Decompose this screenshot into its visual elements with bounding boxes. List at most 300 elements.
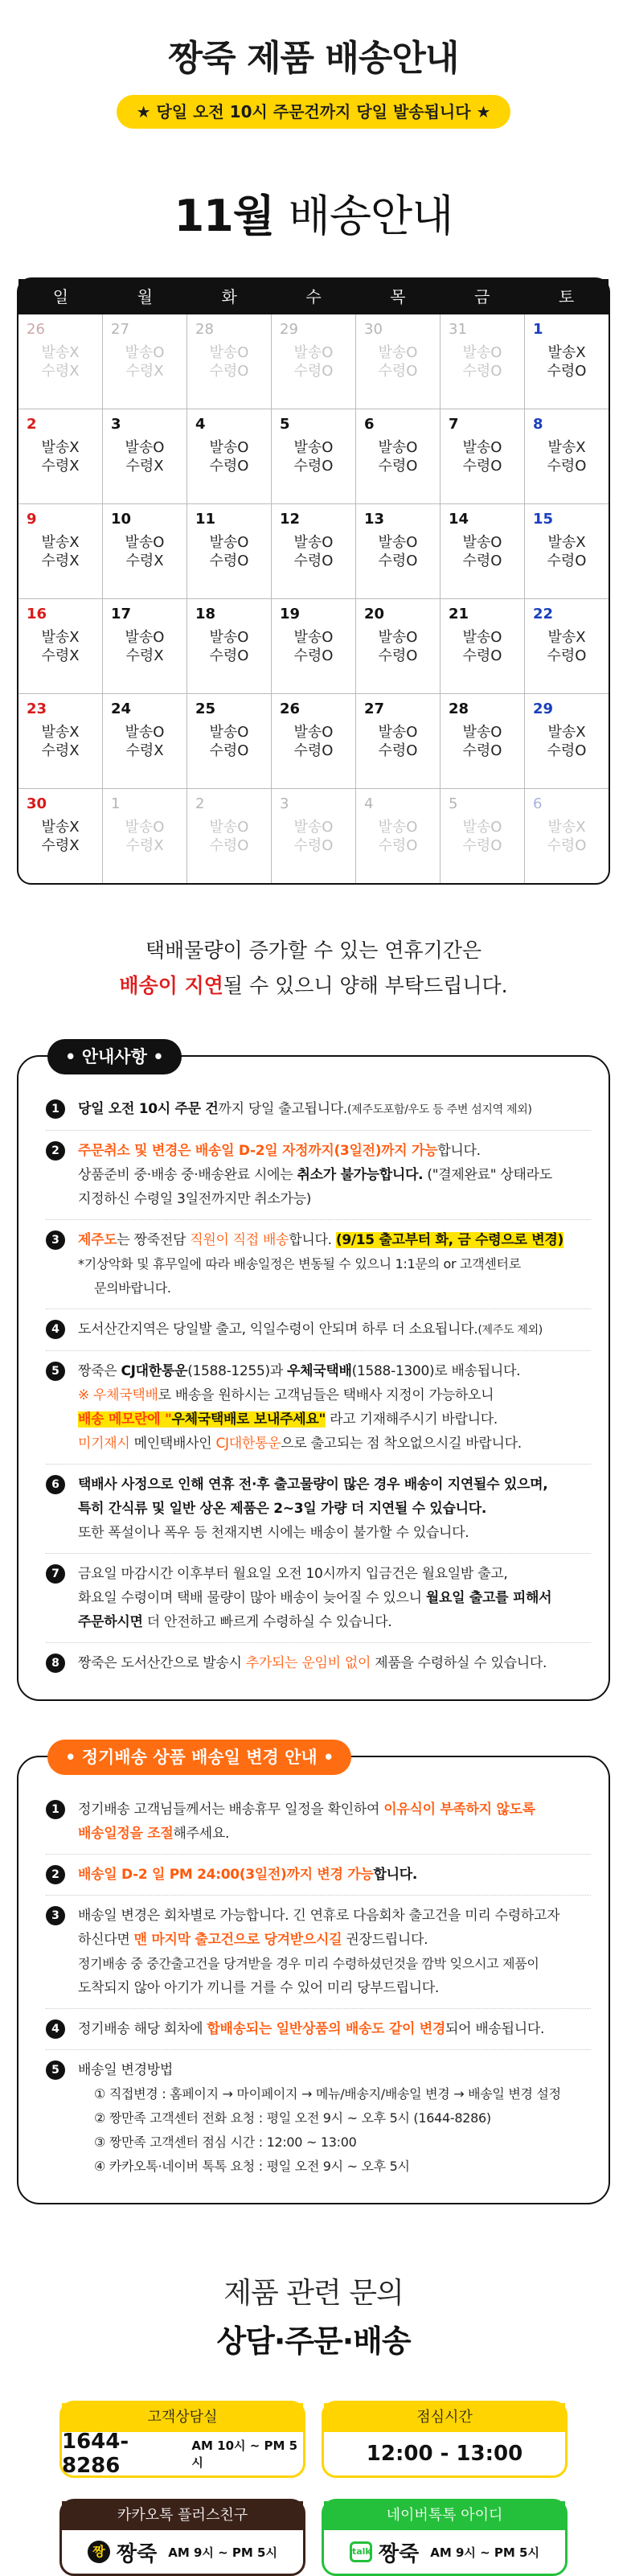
i5-line-1: [78, 1359, 591, 1383]
kakao-channel-name: 짱죽: [116, 2541, 158, 2566]
kakao-hours: AM 9시 ~ PM 5시: [168, 2545, 277, 2560]
calendar-receive-status: 수령X: [125, 742, 164, 759]
calendar-ship-status: 발송O: [125, 724, 165, 741]
calendar-day-number: 21: [449, 606, 469, 622]
same-day-shipping-banner: ★ 당일 오전 10시 주문건까지 당일 발송됩니다 ★: [117, 95, 510, 129]
r2-b: 합니다.: [373, 1867, 417, 1883]
number-badge-4: 4: [46, 1320, 65, 1339]
calendar-day-number: 8: [533, 416, 543, 433]
calendar-ship-status: 발송X: [547, 534, 586, 551]
calendar-receive-status: 수령O: [209, 458, 249, 475]
number-badge-r5: 5: [46, 2060, 65, 2080]
kakao-channel-icon: 짱: [88, 2541, 110, 2563]
r1-line-2: [78, 1822, 591, 1846]
weekday-fri: 금: [474, 287, 490, 306]
r3-l2-orange: 맨 마지막 출고건으로 당겨받으시길: [133, 1932, 342, 1948]
calendar-day-cell: [440, 599, 524, 693]
calendar-day-cell: [18, 504, 102, 598]
r3-line-4: 도착되지 않아 아기가 끼니를 거를 수 있어 미리 당부드립니다.: [78, 1980, 439, 1996]
i4-note: (제주도 제외): [477, 1324, 543, 1337]
calendar-day-number: 27: [111, 321, 129, 338]
calendar-week-row: [18, 409, 609, 503]
calendar-receive-status: 수령X: [41, 742, 80, 759]
calendar-day-number: 2: [27, 416, 37, 433]
info-item-5: [46, 1351, 591, 1465]
i5-l3c: ": [318, 1411, 326, 1428]
i3-line-3: 문의바랍니다.: [94, 1280, 171, 1296]
calendar-week-row: [18, 503, 609, 598]
calendar-ship-status: 발송X: [547, 629, 586, 646]
calendar-ship-status: 발송O: [293, 629, 334, 646]
i3-jeju: 제주도: [78, 1232, 117, 1248]
calendar-day-number: 12: [280, 511, 301, 528]
calendar-day-number: 15: [533, 511, 554, 528]
calendar-day-number: 28: [195, 321, 214, 338]
calendar-day-number: 19: [280, 606, 301, 622]
calendar-day-number: 5: [449, 795, 458, 812]
calendar-receive-status: 수령X: [41, 647, 80, 664]
calendar-week-row: [18, 598, 609, 693]
r3-line-1: 배송일 변경은 회차별로 가능합니다. 긴 연휴로 다음회차 출고건을 미리 수령하고자: [78, 1908, 560, 1924]
title-part-b: 배송안내: [325, 38, 459, 79]
calendar-ship-status: 발송O: [462, 534, 502, 551]
i8-orange: 추가되는 운임비 없이: [245, 1655, 371, 1671]
calendar-day-number: 17: [111, 606, 132, 622]
r3-line-2: [78, 1928, 591, 1952]
i2-line-1: [78, 1139, 591, 1163]
number-badge-3: 3: [46, 1230, 65, 1250]
calendar-receive-status: 수령O: [293, 553, 334, 569]
calendar-day-number: 6: [533, 795, 543, 812]
calendar-ship-status: 발송X: [547, 439, 586, 456]
calendar-day-number: 11: [195, 511, 216, 528]
calendar-day-cell: [18, 314, 102, 409]
calendar-day-number: 14: [449, 511, 469, 528]
info-item-2: [46, 1131, 591, 1220]
calendar-ship-status: 발송O: [462, 819, 502, 836]
calendar-day-cell: [186, 504, 271, 598]
notice-line-1: 택배물량이 증가할 수 있는 연휴기간은: [145, 939, 482, 962]
i8-b: 제품을 수령하실 수 있습니다.: [371, 1655, 547, 1671]
calendar-ship-status: 발송O: [378, 629, 418, 646]
r4-orange: 합배송되는 일반상품의 배송도 같이 변경: [207, 2021, 445, 2037]
info-box-label: • 안내사항 •: [47, 1039, 182, 1074]
kakao-title: 카카오톡 플러스친구: [62, 2501, 303, 2530]
info-item-4: [46, 1309, 591, 1351]
i5-cj: CJ대한통운: [121, 1363, 188, 1379]
calendar-receive-status: 수령O: [462, 742, 502, 759]
calendar-day-cell: [186, 409, 271, 503]
calendar-ship-status: 발송O: [125, 819, 165, 836]
calendar-day-number: 10: [111, 511, 132, 528]
calendar-receive-status: 수령O: [209, 363, 249, 380]
calendar-day-cell: [186, 789, 271, 883]
title-part-a: 짱죽 제품: [168, 38, 326, 79]
i2-l2a: 상품준비 중·배송 중·배송완료 시에는: [78, 1167, 297, 1183]
calendar-day-cell: [355, 409, 440, 503]
regular-item-3: [46, 1896, 591, 2009]
calendar-receive-status: 수령O: [462, 458, 502, 475]
calendar-day-cell: [102, 789, 186, 883]
i5-l4d: 으로 출고되는 점 착오없으시길 바랍니다.: [281, 1436, 522, 1452]
calendar-day-number: 28: [449, 700, 469, 717]
i2-l2b: 취소가 불가능합니다.: [297, 1167, 424, 1183]
naver-card[interactable]: [322, 2499, 568, 2576]
calendar-receive-status: 수령O: [293, 742, 334, 759]
customer-center-hours: AM 10시 ~ PM 5시: [191, 2438, 298, 2470]
calendar-day-cell: [440, 314, 524, 409]
calendar-day-cell: [102, 599, 186, 693]
calendar-receive-status: 수령O: [209, 742, 249, 759]
calendar-day-cell: [524, 789, 609, 883]
calendar-day-number: 31: [449, 321, 467, 338]
weekday-sat: 토: [558, 287, 575, 306]
number-badge-6: 6: [46, 1475, 65, 1494]
calendar-day-cell: [524, 599, 609, 693]
i5-l4a: 미기재시: [78, 1436, 130, 1452]
calendar-day-cell: [102, 314, 186, 409]
calendar-receive-status: 수령X: [125, 647, 164, 664]
calendar-day-cell: [355, 504, 440, 598]
weekday-wed: 수: [305, 287, 322, 306]
calendar-receive-status: 수령O: [547, 458, 587, 475]
calendar-week-row: [18, 693, 609, 788]
calendar-ship-status: 발송O: [293, 534, 334, 551]
calendar-ship-status: 발송O: [378, 344, 418, 361]
calendar-receive-status: 수령O: [547, 363, 587, 380]
r1-l2b: 해주세요.: [173, 1826, 230, 1842]
i3-direct: 직원이 직접 배송: [190, 1232, 289, 1248]
calendar-day-cell: [271, 504, 355, 598]
calendar-receive-status: 수령O: [462, 553, 502, 569]
notice-delay-highlight: 배송이 지연: [119, 974, 223, 997]
calendar-ship-status: 발송X: [41, 439, 80, 456]
calendar-ship-status: 발송O: [209, 439, 249, 456]
calendar-week-row: [18, 788, 609, 883]
number-badge-7: 7: [46, 1564, 65, 1584]
calendar-receive-status: 수령O: [293, 837, 334, 854]
calendar-receive-status: 수령X: [41, 553, 80, 569]
calendar-body: [18, 314, 609, 883]
r1-orange: 이유식이 부족하지 않도록: [383, 1802, 535, 1818]
month-title: [0, 182, 627, 244]
calendar-day-number: 13: [364, 511, 385, 528]
r5-step-1: ① 직접변경 : 홈페이지 → 마이페이지 → 메뉴/배송지/배송일 변경 → 배송일 변경 설정: [94, 2086, 561, 2101]
calendar-receive-status: 수령O: [462, 837, 502, 854]
calendar-ship-status: 발송X: [41, 344, 80, 361]
calendar-day-cell: [355, 599, 440, 693]
calendar-ship-status: 발송O: [209, 534, 249, 551]
number-badge-r3: 3: [46, 1906, 65, 1925]
regular-item-4: [46, 2009, 591, 2050]
page-title: [0, 0, 627, 80]
i3-highlight: (9/15 출고부터 화, 금 수령으로 변경): [335, 1232, 563, 1248]
notice-line-2-rest: 될 수 있으니 양해 부탁드립니다.: [223, 974, 508, 997]
i5-l2b: 로 배송을 원하시는 고객님들은 택배사 지정이 가능하오니: [158, 1387, 494, 1403]
kakao-card[interactable]: [59, 2499, 305, 2576]
regular-delivery-box: [17, 1748, 610, 2204]
calendar-ship-status: 발송X: [41, 819, 80, 836]
weekday-mon: 월: [137, 287, 153, 306]
calendar-day-number: 2: [195, 795, 205, 812]
i5-l3a: 배송 메모란에 ": [78, 1411, 172, 1428]
month-title-b: 배송안내: [288, 191, 453, 241]
i5-l3d: 라고 기재해주시기 바랍니다.: [326, 1411, 498, 1428]
i5-line-2: [78, 1383, 591, 1407]
i1-bold: 당일 오전 10시 주문 건: [78, 1101, 219, 1117]
calendar-day-number: 25: [195, 700, 216, 717]
calendar-ship-status: 발송X: [547, 724, 586, 741]
calendar-day-number: 29: [533, 700, 554, 717]
r3-l2b: 권장드립니다.: [342, 1932, 428, 1948]
calendar-day-cell: [186, 694, 271, 788]
i5-c: (1588-1255)과: [187, 1363, 288, 1379]
calendar-receive-status: 수령O: [462, 363, 502, 380]
i2-rest: 합니다.: [437, 1143, 481, 1159]
calendar-day-cell: [271, 694, 355, 788]
i2-l2c: ("결제완료" 상태라도: [423, 1167, 552, 1183]
calendar-receive-status: 수령X: [41, 837, 80, 854]
info-item-7: [46, 1554, 591, 1643]
weekday-tue: 화: [221, 287, 237, 306]
calendar-day-cell: [440, 789, 524, 883]
calendar-day-number: 3: [280, 795, 289, 812]
number-badge-r4: 4: [46, 2019, 65, 2039]
calendar-ship-status: 발송O: [209, 724, 249, 741]
naver-talk-icon: talk: [350, 2541, 372, 2562]
i7-line-3: [78, 1610, 591, 1634]
number-badge-r2: 2: [46, 1865, 65, 1884]
calendar-day-cell: [355, 789, 440, 883]
calendar-receive-status: 수령X: [125, 458, 164, 475]
customer-center-body: [62, 2430, 303, 2478]
i7-l3b: 더 안전하고 빠르게 수령하실 수 있습니다.: [142, 1614, 392, 1630]
r3-line-3: 정기배송 중 중간출고건을 당겨받을 경우 미리 수령하셨던것을 깜박 잊으시고 제품이: [78, 1956, 539, 1971]
i8-a: 짱죽은 도서산간으로 발송시: [78, 1655, 246, 1671]
info-item-6: [46, 1465, 591, 1554]
calendar-receive-status: 수령O: [378, 363, 418, 380]
calendar-day-number: 4: [364, 795, 374, 812]
calendar-day-number: 24: [111, 700, 132, 717]
i5-post: 우체국택배: [287, 1363, 352, 1379]
calendar-day-cell: [271, 314, 355, 409]
r5-step-2: ② 짱만족 고객센터 전화 요청 : 평일 오전 9시 ~ 오후 5시 (1644-8286): [94, 2110, 491, 2126]
calendar-day-cell: [440, 504, 524, 598]
info-item-8: [46, 1643, 591, 1683]
i7-l3a: 주문하시면: [78, 1614, 143, 1630]
calendar-day-number: 5: [280, 416, 290, 433]
calendar-day-number: 18: [195, 606, 216, 622]
calendar-day-cell: [18, 409, 102, 503]
calendar-ship-status: 발송X: [547, 344, 586, 361]
i6-line-1: 택배사 사정으로 인해 연휴 전·후 출고물량이 많은 경우 배송이 지연될수 있으며,: [78, 1477, 548, 1493]
calendar-ship-status: 발송O: [209, 819, 249, 836]
calendar-day-number: 16: [27, 606, 47, 622]
naver-talk-name: 짱죽: [378, 2541, 420, 2566]
calendar-receive-status: 수령O: [547, 553, 587, 569]
calendar-day-number: 22: [533, 606, 554, 622]
calendar-day-cell: [186, 599, 271, 693]
lunch-title: 점심시간: [324, 2403, 565, 2432]
calendar-ship-status: 발송X: [41, 724, 80, 741]
r5-step-3: ③ 짱만족 고객센터 점심 시간 : 12:00 ~ 13:00: [94, 2134, 357, 2150]
customer-center-title: 고객상담실: [62, 2403, 303, 2432]
r2-orange: 배송일 D-2 일 PM 24:00(3일전)까지 변경 가능: [78, 1867, 374, 1883]
calendar-ship-status: 발송O: [378, 534, 418, 551]
number-badge-1: 1: [46, 1099, 65, 1119]
i2-orange: 주문취소 및 변경은 배송일 D-2일 자정까지(3일전)까지 가능: [78, 1143, 438, 1159]
calendar-receive-status: 수령O: [547, 837, 587, 854]
calendar-day-cell: [186, 314, 271, 409]
calendar-day-number: 20: [364, 606, 385, 622]
r1-l2-orange: 배송일정을 조절: [78, 1826, 174, 1842]
holiday-delay-notice: [0, 933, 627, 1004]
calendar-day-cell: [18, 694, 102, 788]
calendar-day-cell: [18, 599, 102, 693]
i5-l3b: 우체국택배로 보내주세요: [171, 1411, 319, 1428]
calendar-day-cell: [524, 409, 609, 503]
calendar-day-cell: [102, 409, 186, 503]
calendar-ship-status: 발송O: [378, 724, 418, 741]
calendar-ship-status: 발송O: [125, 439, 165, 456]
i3-line-2: *기상악화 및 휴무일에 따라 배송일정은 변동될 수 있으니 1:1문의 or 고객센터로: [78, 1256, 521, 1272]
r1-line-1: [78, 1797, 591, 1822]
r5-step-4: ④ 카카오톡·네이버 톡톡 요청 : 평일 오전 9시 ~ 오후 5시: [94, 2159, 410, 2174]
calendar-day-cell: [524, 314, 609, 409]
r4-a: 정기배송 해당 회차에: [78, 2021, 207, 2037]
calendar-receive-status: 수령O: [378, 458, 418, 475]
r4-b: 되어 배송됩니다.: [445, 2021, 545, 2037]
i5-l2a: ※ 우체국택배: [78, 1387, 158, 1403]
r3-l2a: 하신다면: [78, 1932, 134, 1948]
i5-line-3: [78, 1407, 591, 1432]
i5-memo-highlight: [78, 1411, 326, 1428]
calendar-day-cell: [271, 409, 355, 503]
calendar-receive-status: 수령O: [547, 647, 587, 664]
calendar-day-number: 30: [27, 795, 47, 812]
lunch-body: [324, 2432, 565, 2475]
i5-l4c: CJ대한통운: [215, 1436, 281, 1452]
calendar-week-row: [18, 314, 609, 409]
calendar-receive-status: 수령O: [293, 363, 334, 380]
i3-b: 합니다.: [289, 1232, 336, 1248]
calendar-ship-status: 발송O: [462, 344, 502, 361]
calendar-day-number: 7: [449, 416, 459, 433]
calendar-day-cell: [102, 694, 186, 788]
calendar-receive-status: 수령O: [378, 553, 418, 569]
i6-line-2: 특히 간식류 및 일반 상온 제품은 2~3일 가량 더 지연될 수 있습니다.: [78, 1501, 487, 1517]
info-item-1: [46, 1089, 591, 1131]
calendar-ship-status: 발송O: [293, 724, 334, 741]
calendar-day-number: 27: [364, 700, 385, 717]
calendar-receive-status: 수령O: [209, 647, 249, 664]
regular-item-2: [46, 1855, 591, 1896]
regular-item-1: [46, 1789, 591, 1855]
naver-hours: AM 9시 ~ PM 5시: [430, 2545, 539, 2560]
i1-note: (제주도포함/우도 등 주변 섬지역 제외): [346, 1103, 532, 1116]
calendar-receive-status: 수령O: [547, 742, 587, 759]
weekday-sun: 일: [52, 287, 69, 306]
calendar-day-number: 30: [364, 321, 383, 338]
i2-line-3: 지정하신 수령일 3일전까지만 취소가능): [78, 1191, 312, 1207]
number-badge-2: 2: [46, 1141, 65, 1161]
lunch-time: 12:00 - 13:00: [366, 2442, 523, 2466]
calendar-receive-status: 수령X: [125, 363, 164, 380]
calendar-day-cell: [271, 599, 355, 693]
calendar-day-number: 29: [280, 321, 298, 338]
calendar-ship-status: 발송O: [209, 629, 249, 646]
contact-subtitle: 제품 관련 문의: [223, 2277, 404, 2310]
i5-l4b: 메인택배사인: [129, 1436, 216, 1452]
calendar-day-cell: [440, 409, 524, 503]
number-badge-r1: 1: [46, 1800, 65, 1819]
i6-line-3: 또한 폭설이나 폭우 등 천재지변 시에는 배송이 불가할 수 있습니다.: [78, 1525, 469, 1541]
calendar-ship-status: 발송X: [41, 629, 80, 646]
calendar-ship-status: 발송O: [125, 629, 165, 646]
i4-text: 도서산간지역은 당일발 출고, 익일수령이 안되며 하루 더 소요됩니다.: [78, 1321, 478, 1337]
calendar-day-cell: [524, 504, 609, 598]
customer-center-phone[interactable]: 1644-8286: [62, 2430, 129, 2478]
calendar-weekdays: [18, 279, 609, 314]
contact-title: 상담·주문·배송: [216, 2323, 411, 2359]
calendar-ship-status: 발송O: [125, 344, 165, 361]
shipping-calendar: [17, 277, 610, 885]
calendar-ship-status: 발송O: [378, 439, 418, 456]
calendar-day-cell: [271, 789, 355, 883]
calendar-day-cell: [18, 789, 102, 883]
info-item-3: [46, 1220, 591, 1309]
calendar-ship-status: 발송O: [462, 439, 502, 456]
calendar-ship-status: 발송O: [209, 344, 249, 361]
calendar-day-number: 4: [195, 416, 206, 433]
r5-title: 배송일 변경방법: [78, 2062, 173, 2078]
kakao-body: [62, 2530, 303, 2574]
regular-item-5: [46, 2050, 591, 2187]
calendar-day-cell: [524, 694, 609, 788]
calendar-receive-status: 수령O: [378, 837, 418, 854]
info-box: [17, 1047, 610, 1701]
calendar-ship-status: 발송O: [462, 724, 502, 741]
calendar-ship-status: 발송O: [378, 819, 418, 836]
calendar-receive-status: 수령O: [293, 647, 334, 664]
i7-line-2: [78, 1586, 591, 1610]
weekday-thu: 목: [390, 287, 406, 306]
regular-delivery-label: • 정기배송 상품 배송일 변경 안내 •: [47, 1740, 351, 1775]
calendar-receive-status: 수령X: [41, 458, 80, 475]
contact-cards: [59, 2401, 568, 2576]
calendar-ship-status: 발송O: [125, 534, 165, 551]
calendar-receive-status: 수령O: [462, 647, 502, 664]
i5-line-4: [78, 1432, 591, 1456]
calendar-receive-status: 수령O: [378, 647, 418, 664]
i5-d: (1588-1300)로 배송됩니다.: [351, 1363, 521, 1379]
i3-a: 는 짱죽전담: [117, 1232, 191, 1248]
number-badge-5: 5: [46, 1362, 65, 1381]
naver-title: 네이버톡톡 아이디: [324, 2501, 565, 2530]
number-badge-8: 8: [46, 1654, 65, 1673]
i7-line-1: 금요일 마감시간 이후부터 월요일 오전 10시까지 입금건은 월요일밤 출고,: [78, 1566, 508, 1582]
calendar-receive-status: 수령O: [209, 837, 249, 854]
calendar-ship-status: 발송O: [462, 629, 502, 646]
calendar-ship-status: 발송O: [293, 344, 334, 361]
calendar-ship-status: 발송X: [41, 534, 80, 551]
calendar-day-number: 6: [364, 416, 375, 433]
calendar-ship-status: 발송X: [547, 819, 586, 836]
calendar-day-number: 1: [111, 795, 121, 812]
calendar-day-number: 9: [27, 511, 37, 528]
calendar-day-number: 23: [27, 700, 47, 717]
calendar-day-cell: [102, 504, 186, 598]
